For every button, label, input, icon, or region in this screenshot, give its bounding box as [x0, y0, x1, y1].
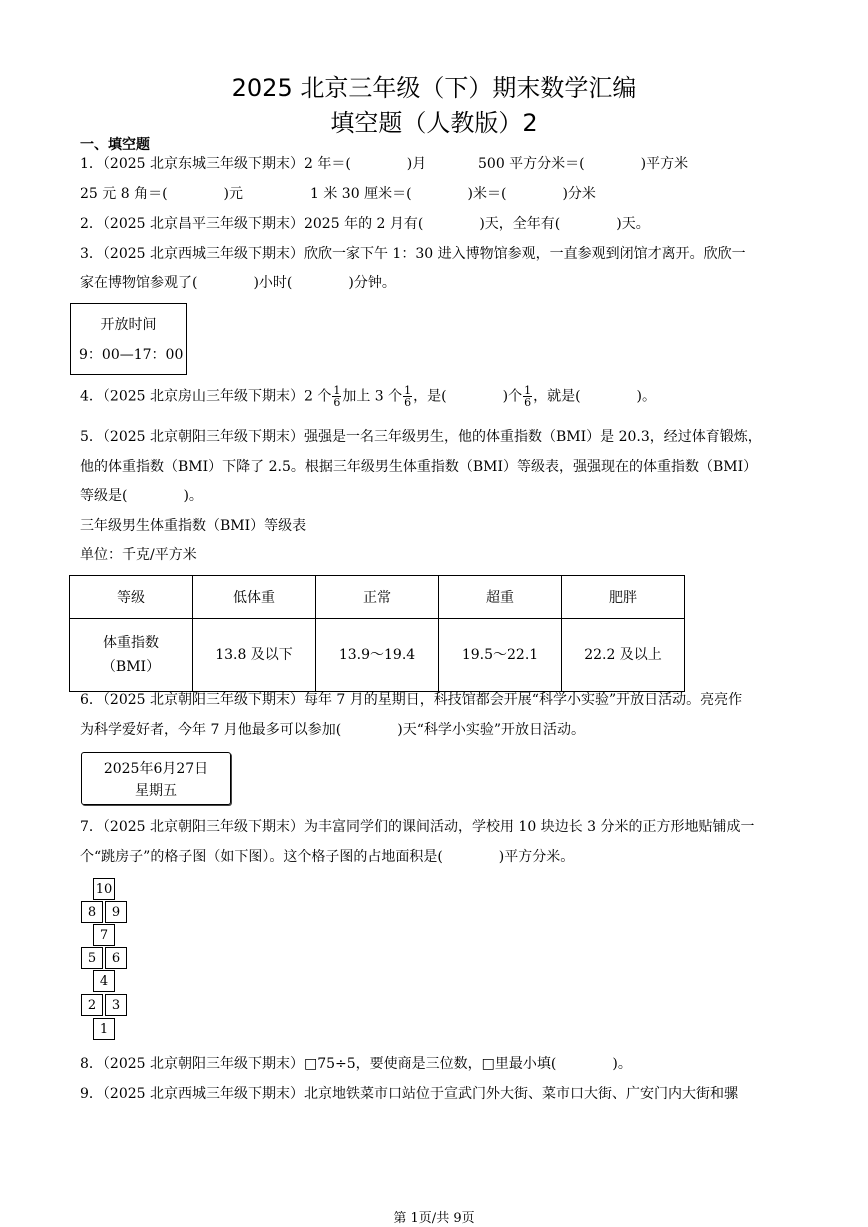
q1-part-a: 1．（2025 北京东城三年级下期末）2 年＝( )月	[80, 156, 427, 172]
table-header-cell: 等级	[70, 576, 193, 619]
q5-line1: 5．（2025 北京朝阳三年级下期末）强强是一名三年级男生，他的体重指数（BMI）是 20.3，经过体育锻炼，	[80, 429, 762, 445]
table-header-cell: 超重	[439, 576, 562, 619]
bmi-table	[69, 575, 685, 692]
hopscotch-cell: 2	[81, 994, 103, 1016]
hopscotch-cell: 1	[93, 1018, 115, 1040]
table-header-cell: 肥胖	[562, 576, 685, 619]
hopscotch-cell: 9	[105, 901, 127, 923]
table-header-cell: 低体重	[193, 576, 316, 619]
q8-text: 8．（2025 北京朝阳三年级下期末）□75÷5，要使商是三位数，□里最小填( )。	[80, 1056, 632, 1072]
q6-line2: 为科学爱好者，今年 7 月他最多可以参加( )天“科学小实验”开放日活动。	[80, 722, 586, 738]
table-row	[70, 619, 685, 692]
q6-line1: 6．（2025 北京朝阳三年级下期末）每年 7 月的星期日，科技馆都会开展“科学小实验”开放日活动。亮亮作	[80, 692, 743, 708]
q1-part-d: 1 米 30 厘米＝( )米＝( )分米	[310, 186, 596, 202]
bmi-table-unit: 单位：千克/平方米	[80, 547, 197, 563]
q4-part-1: 4．（2025 北京房山三年级下期末）2 个	[80, 388, 332, 405]
fraction-one-sixth: $\frac{1}{6}$	[524, 384, 532, 409]
q4-part-4: ，就是( )。	[533, 388, 657, 405]
hopscotch-cell: 4	[93, 970, 115, 992]
q4-text	[80, 385, 656, 408]
fraction-one-sixth: $\frac{1}{6}$	[333, 384, 341, 409]
opening-hours-box	[70, 303, 187, 375]
opening-hours-title: 开放时间	[100, 317, 157, 333]
hopscotch-cell: 8	[81, 901, 103, 923]
q2-text: 2．（2025 北京昌平三年级下期末）2025 年的 2 月有( )天，全年有( )天。	[80, 216, 650, 232]
q7-line1: 7．（2025 北京朝阳三年级下期末）为丰富同学们的课间活动，学校用 10 块边长 3 分米的正方形地贴铺成一	[80, 819, 755, 835]
q5-line2: 他的体重指数（BMI）下降了 2.5。根据三年级男生体重指数（BMI）等级表，强强现在的体重指数（BMI）	[80, 459, 758, 475]
table-row	[70, 576, 685, 619]
page-number: 第 1页/共 9页	[393, 1211, 475, 1226]
hopscotch-cell: 7	[93, 924, 115, 946]
hopscotch-cell: 5	[81, 947, 103, 969]
q4-part-2: 加上 3 个	[342, 388, 403, 405]
q3-line2: 家在博物馆参观了( )小时( )分钟。	[80, 275, 396, 291]
hopscotch-cell: 10	[93, 878, 115, 900]
q1-part-b: 500 平方分米＝( )平方米	[478, 156, 689, 172]
table-cell: 13.9～19.4	[316, 619, 439, 692]
table-cell: 22.2 及以上	[562, 619, 685, 692]
q9-text: 9．（2025 北京西城三年级下期末）北京地铁菜市口站位于宣武门外大街、菜市口大街、广安门内大街和骡	[80, 1086, 738, 1102]
table-cell: 13.8 及以下	[193, 619, 316, 692]
q1-part-c: 25 元 8 角＝( )元	[80, 186, 243, 202]
opening-hours-value: 9：00—17：00	[79, 347, 184, 363]
bmi-table-title: 三年级男生体重指数（BMI）等级表	[80, 518, 307, 534]
table-header-cell: 正常	[316, 576, 439, 619]
calendar-date: 2025年6月27日	[103, 761, 209, 777]
calendar-date-box	[81, 752, 231, 805]
q5-line3: 等级是( )。	[80, 488, 203, 504]
page-subtitle: 填空题（人教版）2	[330, 109, 538, 137]
page-title: 2025 北京三年级（下）期末数学汇编	[231, 74, 637, 102]
hopscotch-cell: 6	[105, 947, 127, 969]
fraction-one-sixth: $\frac{1}{6}$	[404, 384, 412, 409]
q4-part-3: ，是( )个	[413, 388, 523, 405]
section-title: 一、填空题	[80, 137, 150, 153]
q7-line2: 个“跳房子”的格子图（如下图）。这个格子图的占地面积是( )平方分米。	[80, 849, 575, 865]
table-row-label: 体重指数 （BMI）	[70, 619, 193, 692]
calendar-weekday: 星期五	[135, 783, 177, 799]
table-cell: 19.5～22.1	[439, 619, 562, 692]
hopscotch-cell: 3	[105, 994, 127, 1016]
q3-line1: 3．（2025 北京西城三年级下期末）欣欣一家下午 1：30 进入博物馆参观，一直参观到闭馆才离开。欣欣一	[80, 246, 746, 262]
